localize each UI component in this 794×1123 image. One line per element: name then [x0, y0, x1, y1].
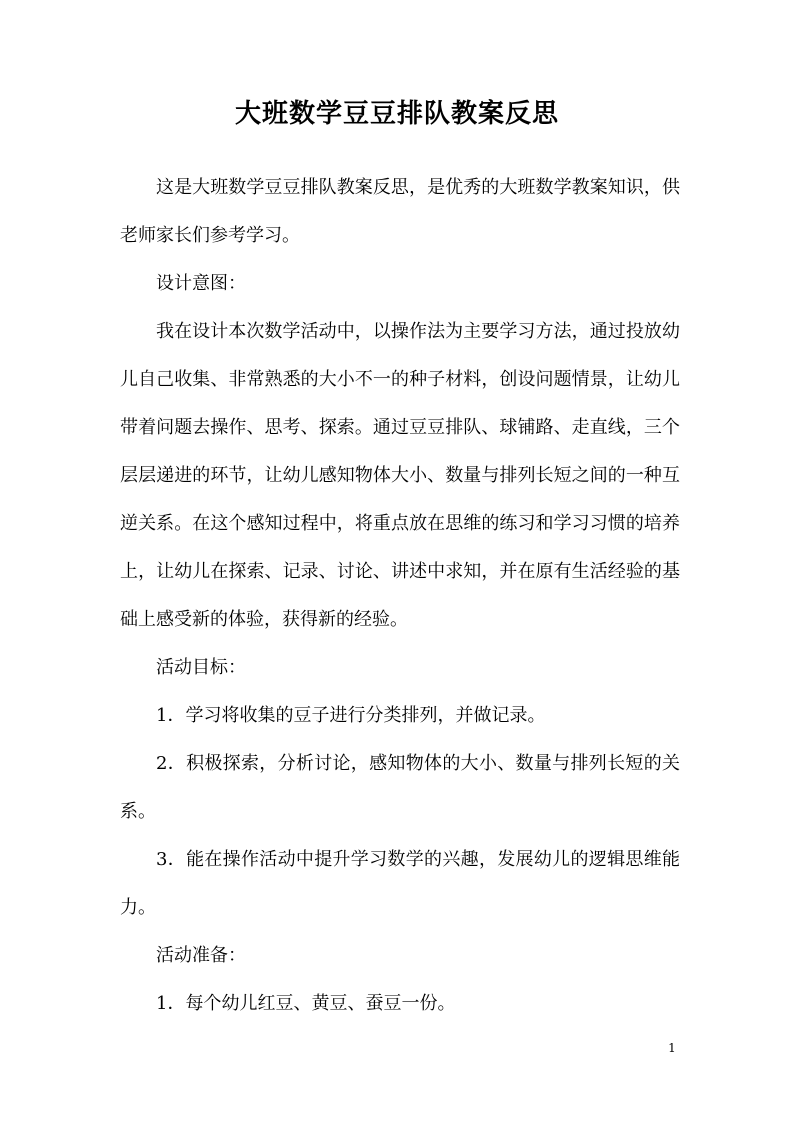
document-body [120, 164, 680, 1028]
goal-item-2: 2．积极探索，分析讨论，感知物体的大小、数量与排列长短的关系。 [120, 753, 680, 822]
design-intent-paragraph: 我在设计本次数学活动中，以操作法为主要学习方法，通过投放幼儿自己收集、非常熟悉的大小不一的种子材料，创设问题情景，让幼儿带着问题去操作、思考、探索。通过豆豆排队、球铺路、走直线，三个层层递进的环节，让幼儿感知物体大小、数量与排列长短之间的一种互逆关系。在这个感知过程中，将重点放在思维的练习和学习习惯的培养上，让幼儿在探索、记录、讨论、讲述中求知，并在原有生活经验的基础上感受新的体验，获得新的经验。 [120, 321, 680, 630]
section-heading-design-intent: 设计意图： [156, 273, 246, 294]
goal-item-3: 3．能在操作活动中提升学习数学的兴趣，发展幼儿的逻辑思维能力。 [120, 849, 680, 918]
preparation-item-1: 1．每个幼儿红豆、黄豆、蚕豆一份。 [156, 993, 456, 1014]
section-heading-activity-preparation: 活动准备： [156, 945, 246, 966]
intro-paragraph: 这是大班数学豆豆排队教案反思，是优秀的大班数学教案知识，供老师家长们参考学习。 [120, 177, 680, 246]
goal-item-1: 1．学习将收集的豆子进行分类排列，并做记录。 [156, 705, 546, 726]
document-title: 大班数学豆豆排队教案反思 [234, 99, 559, 129]
page-number: 1 [668, 1041, 676, 1055]
section-heading-activity-goals: 活动目标： [156, 657, 246, 678]
